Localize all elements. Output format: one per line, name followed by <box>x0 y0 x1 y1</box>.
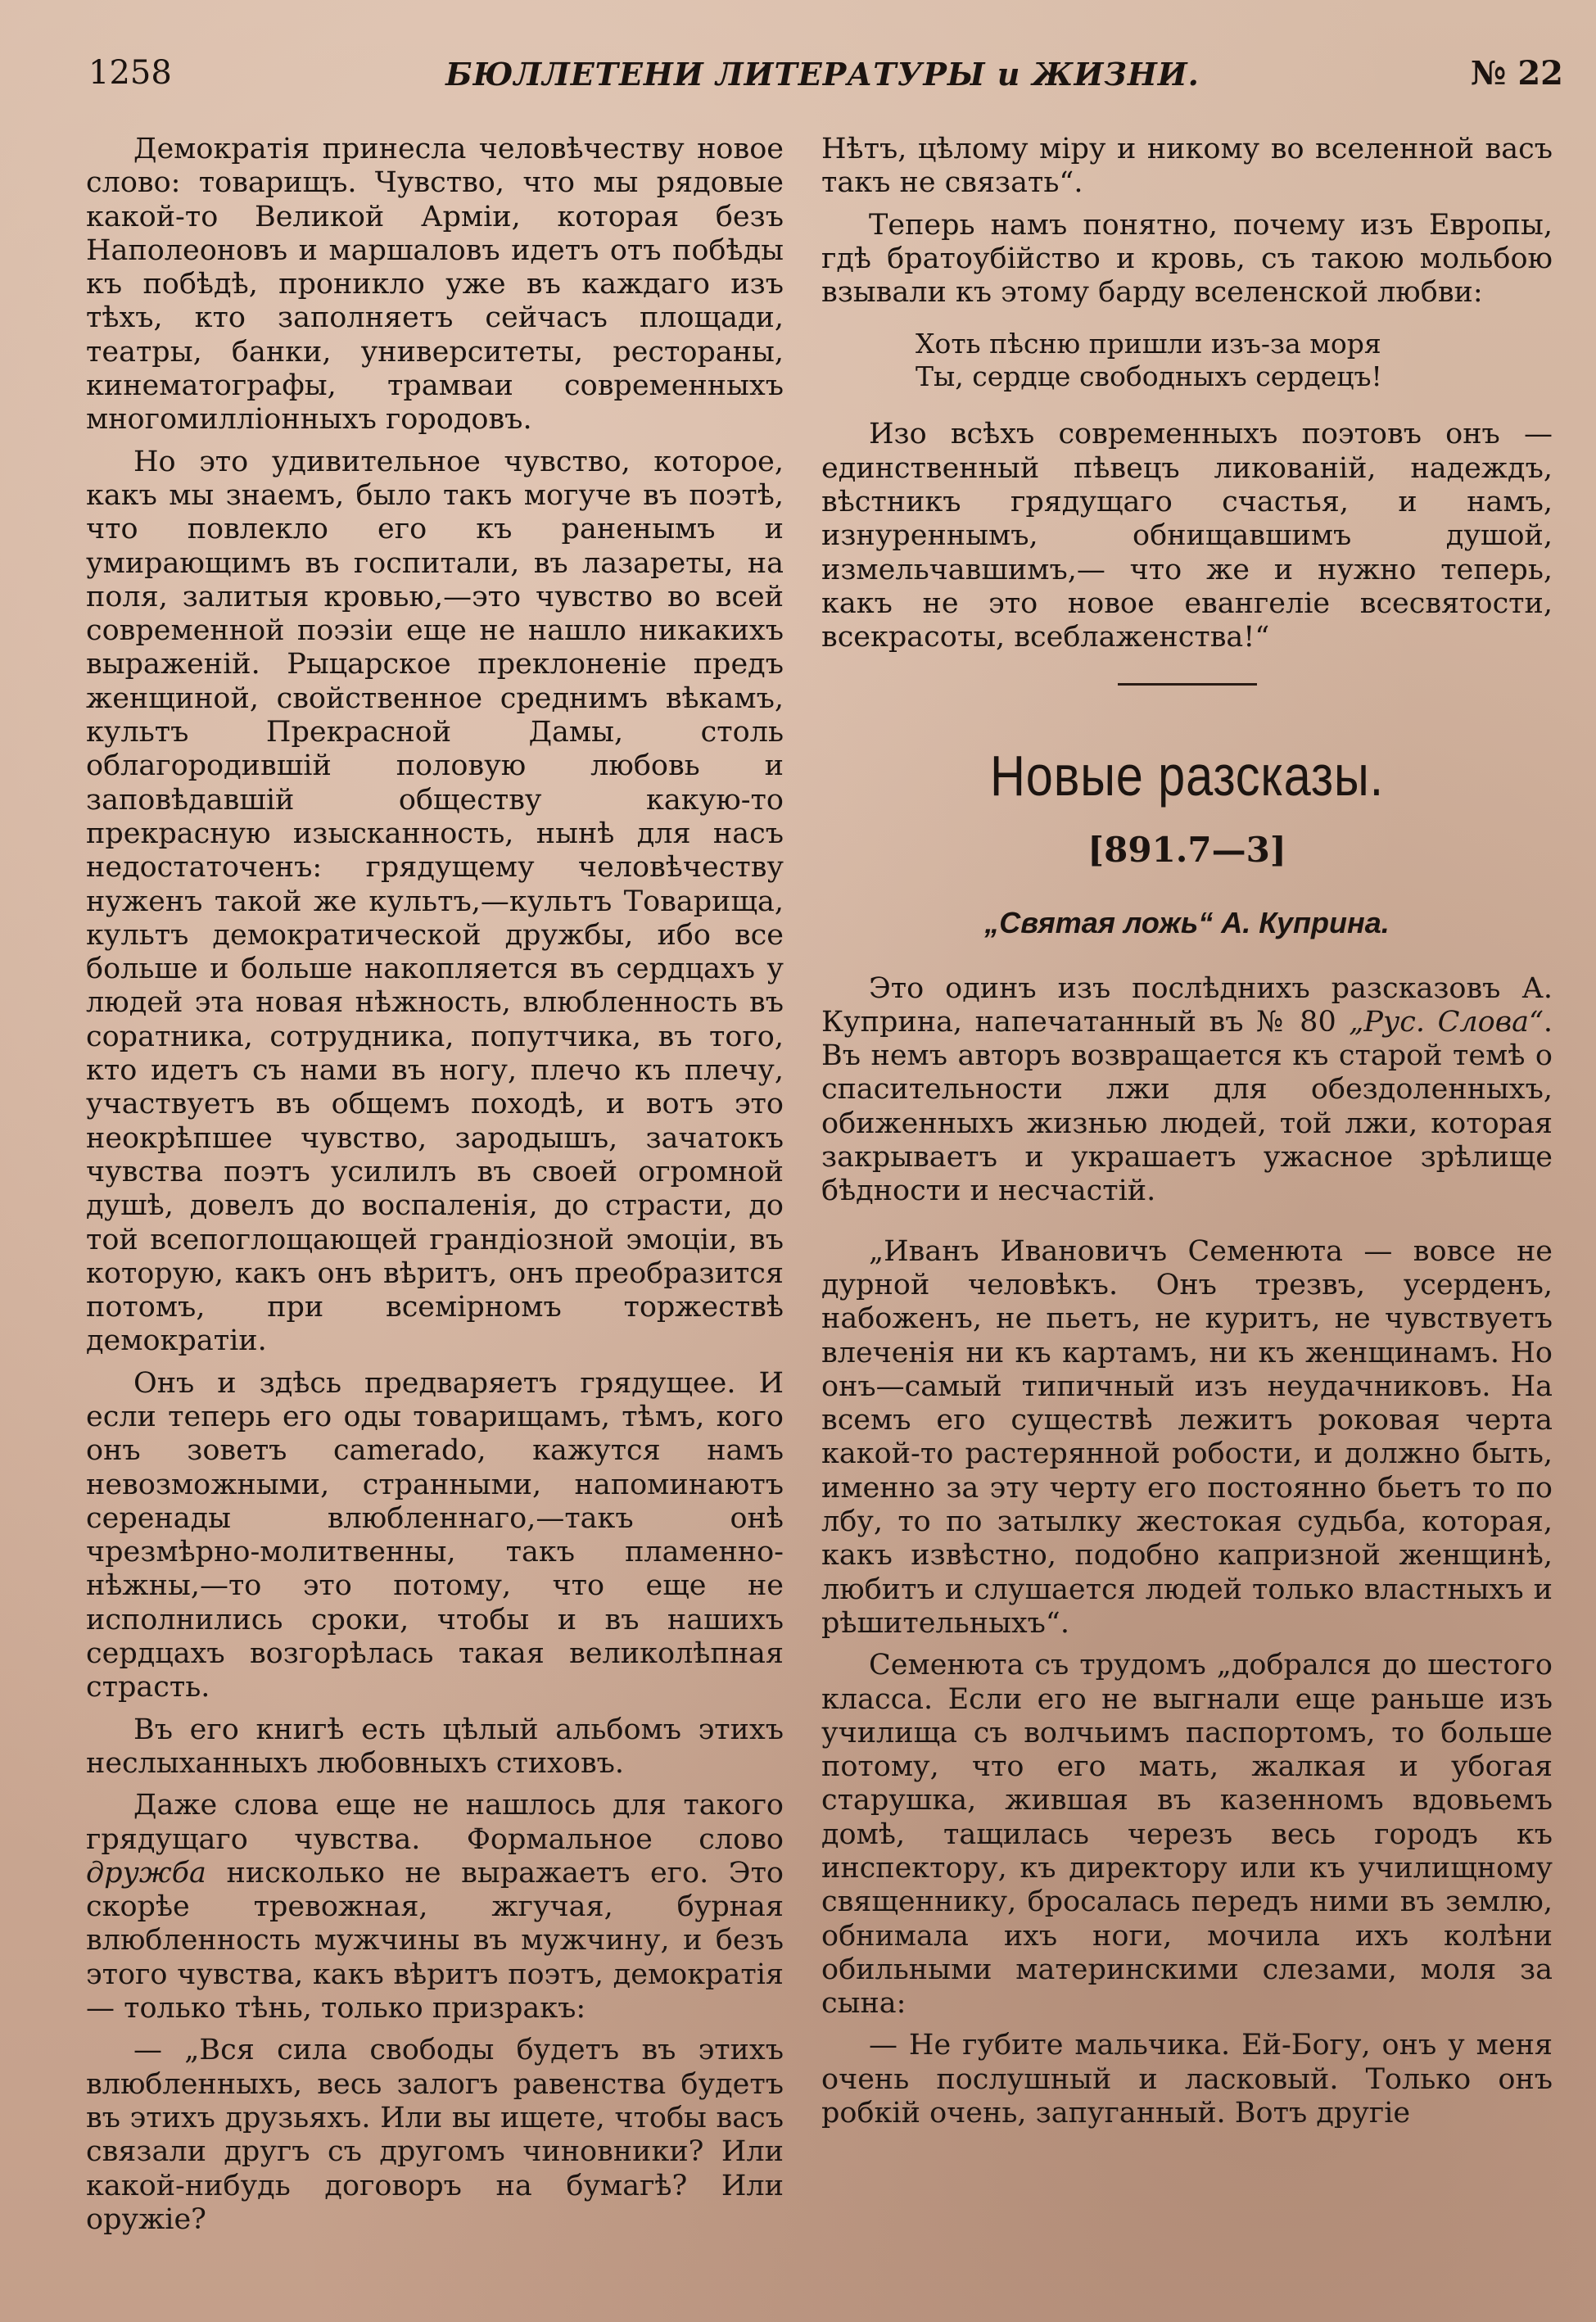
paragraph: Нѣтъ, цѣлому міру и никому во вселенной васъ такъ не связать“. <box>821 133 1553 200</box>
verse-line: Хоть пѣсню пришли изъ-за моря <box>916 328 1381 360</box>
paragraph <box>821 972 1553 1209</box>
italic-source: „Рус. Слова“ <box>1349 1005 1544 1039</box>
running-header <box>82 48 1563 105</box>
text-run: . Въ немъ авторъ возвращается къ старой темѣ о спасительности лжи для обездоленныхъ, обиженныхъ жизнью людей, той лжи, которая закрываетъ и украшаетъ ужасное зрѣлище бѣдности и несчастій. <box>821 1005 1553 1208</box>
journal-title: БЮЛЛЕТЕНИ ЛИТЕРАТУРЫ и ЖИЗНИ. <box>445 56 1200 93</box>
right-column <box>821 133 1553 2279</box>
classification-code: [891.7—3] <box>1087 829 1286 870</box>
text-run: нисколько не выражаетъ его. Это скорѣе тревожная, жгучая, бурная влюбленность мужчины въ мужчину, и безъ этого чувства, какъ вѣритъ поэтъ, демократія — только тѣнь, только призракъ: <box>86 1856 784 2026</box>
paragraph: Но это удивительное чувство, которое, какъ мы знаемъ, было такъ могуче въ поэтѣ, что повлекло его къ раненымъ и умирающимъ въ госпитали, въ лазареты, на поля, залитыя кровью,—это чувство во всей современной поэзіи еще не нашло никакихъ выраженій. Рыцарское преклоненіе предъ женщиной, свойственное среднимъ вѣкамъ, культъ Прекрасной Дамы, столь облагородившій половую любовь и заповѣдавшій обществу какую-то прекрасную изысканность, нынѣ для насъ недостаточенъ: грядущему человѣчеству нуженъ такой же культъ,—культъ Товарища, культъ демократической дружбы, ибо все больше и больше накопляется въ сердцахъ у людей эта новая нѣжность, влюбленность въ соратника, сотрудника, попутчика, въ того, кто идетъ съ нами въ ногу, плечо къ плечу, участвуетъ въ общемъ походѣ, и вотъ это неокрѣпшее чувство, зародышъ, зачатокъ чувства поэтъ усилилъ въ своей огромной душѣ, довелъ до воспаленія, до страсти, до той всепоглощающей грандіозной эмоціи, въ которую, какъ онъ вѣритъ, онъ преобразится потомъ, при всемірномъ торжествѣ демократіи. <box>86 445 784 1358</box>
text-run: Это одинъ изъ послѣднихъ разсказовъ А. Куприна, напечатанный въ № 80 <box>821 971 1553 1039</box>
quote-paragraph: — „Вся сила свободы будетъ въ этихъ влюбленныхъ, весь залогъ равенства будетъ въ этихъ друзьяхъ. Или вы ищете, чтобы васъ связали другъ съ другомъ чиновники? Или какой-нибудь договоръ на бумагѣ? Или оружіе? <box>86 2034 784 2236</box>
paragraph: Онъ и здѣсь предваряетъ грядущее. И если теперь его оды товарищамъ, тѣмъ, кого онъ зоветъ camerado, кажутся намъ невозможными, странными, напоминаютъ серенады влюбленнаго,—такъ онѣ чрезмѣрно-молитвенны, такъ пламенно-нѣжны,—то это потому, что еще не исполнились сроки, чтобы и въ нашихъ сердцахъ возгорѣлась такая великолѣпная страсть. <box>86 1366 784 1704</box>
verse-quote <box>916 328 1553 393</box>
paragraph: Теперь намъ понятно, почему изъ Европы, гдѣ братоубійство и кровь, съ такою мольбою взывали къ этому барду вселенской любви: <box>821 208 1553 310</box>
paragraph <box>86 1789 784 2026</box>
paragraph: Въ его книгѣ есть цѣлый альбомъ этихъ неслыханныхъ любовныхъ стиховъ. <box>86 1713 784 1780</box>
issue-number: № 22 <box>1470 54 1563 93</box>
italic-word: дружба <box>86 1856 206 1890</box>
paragraph: Демократія принесла человѣчеству новое слово: товарищъ. Чувство, что мы рядовые какой-то Великой Арміи, которая безъ Наполеоновъ и маршаловъ идетъ отъ побѣды къ побѣдѣ, проникло уже въ каждаго изъ тѣхъ, кто заполняетъ сейчасъ площади, театры, банки, университеты, рестораны, кинематографы, трамваи современныхъ многомилліонныхъ городовъ. <box>86 133 784 437</box>
section-title: Новые разсказы. <box>989 743 1385 808</box>
section-divider <box>1118 683 1257 686</box>
paragraph: — Не губите мальчика. Ей-Богу, онъ у меня очень послушный и ласковый. Только онъ робкій очень, запуганный. Вотъ другіе <box>821 2029 1553 2130</box>
left-column <box>86 133 784 2279</box>
paragraph: „Иванъ Ивановичъ Семенюта — вовсе не дурной человѣкъ. Онъ трезвъ, усерденъ, набоженъ, не пьетъ, не куритъ, не чувствуетъ влеченія ни къ картамъ, ни къ женщинамъ. Но онъ—самый типичный изъ неудачниковъ. На всемъ его существѣ лежитъ роковая черта какой-то растерянной робости, и должно быть, именно за эту черту его постоянно бьетъ то по лбу, то по затылку жестокая судьба, которая, какъ извѣстно, подобно капризной женщинѣ, любитъ и слушается людей только властныхъ и рѣшительныхъ“. <box>821 1234 1553 1640</box>
story-title: „Святая ложь“ А. Куприна. <box>984 905 1390 939</box>
page-number: 1258 <box>88 54 172 92</box>
verse-line: Ты, сердце свободныхъ сердецъ! <box>916 360 1382 393</box>
paragraph: Изо всѣхъ современныхъ поэтовъ онъ — единственный пѣвецъ ликованій, надеждъ, вѣстникъ грядущаго счастья, и намъ, изнуреннымъ, обнищавшимъ душой, измельчавшимъ,— что же и нужно теперь, какъ не это новое евангеліе всесвятости, всекрасоты, всеблаженства!“ <box>821 418 1553 654</box>
paragraph: Семенюта съ трудомъ „добрался до шестого класса. Если его не выгнали еще раньше изъ училища съ волчьимъ паспортомъ, то больше потому, что его мать, жалкая и убогая старушка, жившая въ казенномъ вдовьемъ домѣ, тащилась черезъ весь городъ къ инспектору, къ директору или къ училищному священнику, бросалась передъ ними въ землю, обнимала ихъ ноги, мочила ихъ колѣни обильными материнскими слезами, моля за сына: <box>821 1649 1553 2021</box>
text-run: Даже слова еще не нашлось для такого грядущаго чувства. Формальное слово <box>86 1789 784 1856</box>
